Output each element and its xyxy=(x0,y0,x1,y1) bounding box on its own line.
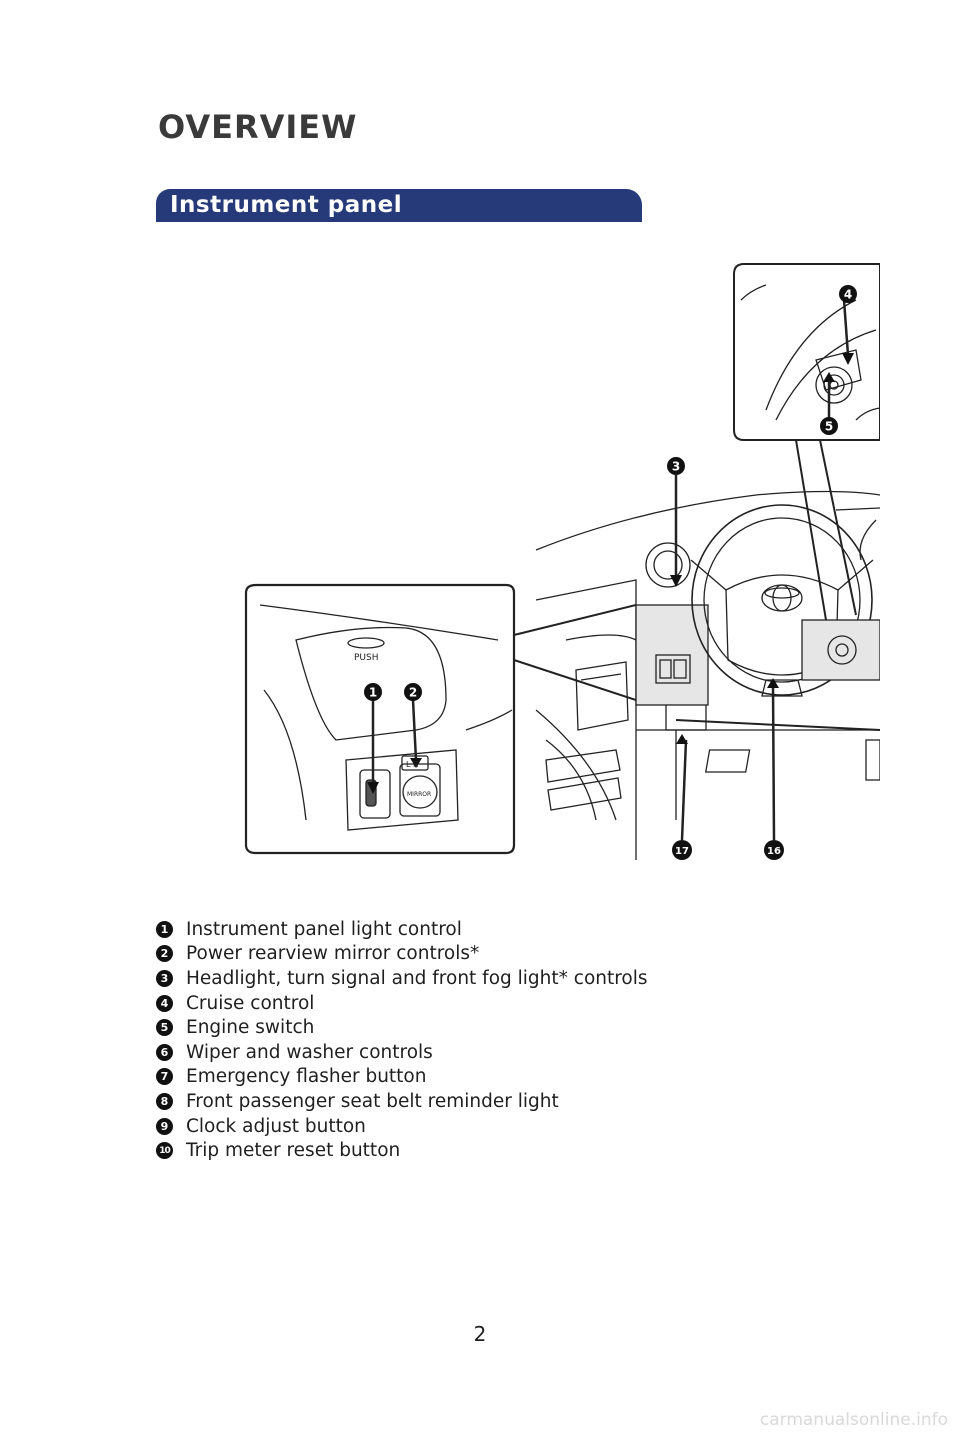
legend-number: 8 xyxy=(156,1093,173,1110)
callout-4: 4 xyxy=(843,287,853,302)
section-banner xyxy=(156,189,642,222)
engine-switch-inset xyxy=(734,264,880,440)
legend-item xyxy=(156,1040,648,1065)
legend-number: 3 xyxy=(156,970,173,987)
legend-text: Power rearview mirror controls* xyxy=(186,943,480,965)
callout-5: 5 xyxy=(824,419,834,434)
callout-1: 1 xyxy=(368,685,378,700)
legend-number: 5 xyxy=(156,1019,173,1036)
callout-17: 17 xyxy=(675,846,689,857)
legend-text: Emergency flasher button xyxy=(186,1066,427,1088)
lr-label: L R xyxy=(406,760,419,769)
instrument-panel-illustration xyxy=(236,260,880,880)
legend-number: 7 xyxy=(156,1068,173,1085)
legend-item xyxy=(156,1138,648,1163)
legend-number: 1 xyxy=(156,921,173,938)
legend-number: 9 xyxy=(156,1118,173,1135)
mirror-label: MIRROR xyxy=(407,791,432,798)
legend-text: Cruise control xyxy=(186,992,315,1014)
callout-labels xyxy=(364,285,857,860)
mirror-light-inset xyxy=(246,585,514,853)
legend-text: Wiper and washer controls xyxy=(186,1041,433,1063)
callout-16: 16 xyxy=(767,846,781,857)
section-title: Instrument panel xyxy=(170,192,403,218)
legend-text: Engine switch xyxy=(186,1017,315,1039)
legend-text: Headlight, turn signal and front fog light* controls xyxy=(186,967,648,989)
legend-item xyxy=(156,1065,648,1090)
watermark: carmanualsonline.info xyxy=(759,1410,948,1430)
legend-item xyxy=(156,942,648,967)
legend-number: 4 xyxy=(156,995,173,1012)
legend-number: 6 xyxy=(156,1044,173,1061)
page-number: 2 xyxy=(473,1322,487,1346)
legend-item xyxy=(156,917,648,942)
callout-3: 3 xyxy=(671,459,681,474)
page-title: OVERVIEW xyxy=(158,108,358,146)
dashboard-scene xyxy=(536,492,880,861)
legend-item xyxy=(156,966,648,991)
legend-text: Instrument panel light control xyxy=(186,918,462,940)
legend-text: Clock adjust button xyxy=(186,1115,366,1137)
switch-label: PUSH xyxy=(354,653,379,663)
legend-text: Trip meter reset button xyxy=(186,1140,401,1162)
legend-number: 2 xyxy=(156,945,173,962)
legend-number: 10 xyxy=(156,1142,173,1159)
callout-2: 2 xyxy=(408,685,418,700)
legend-text: Front passenger seat belt reminder light xyxy=(186,1090,559,1112)
legend-item xyxy=(156,991,648,1016)
legend-item xyxy=(156,1114,648,1139)
legend-item xyxy=(156,1089,648,1114)
legend-list xyxy=(156,917,648,1163)
legend-item xyxy=(156,1015,648,1040)
